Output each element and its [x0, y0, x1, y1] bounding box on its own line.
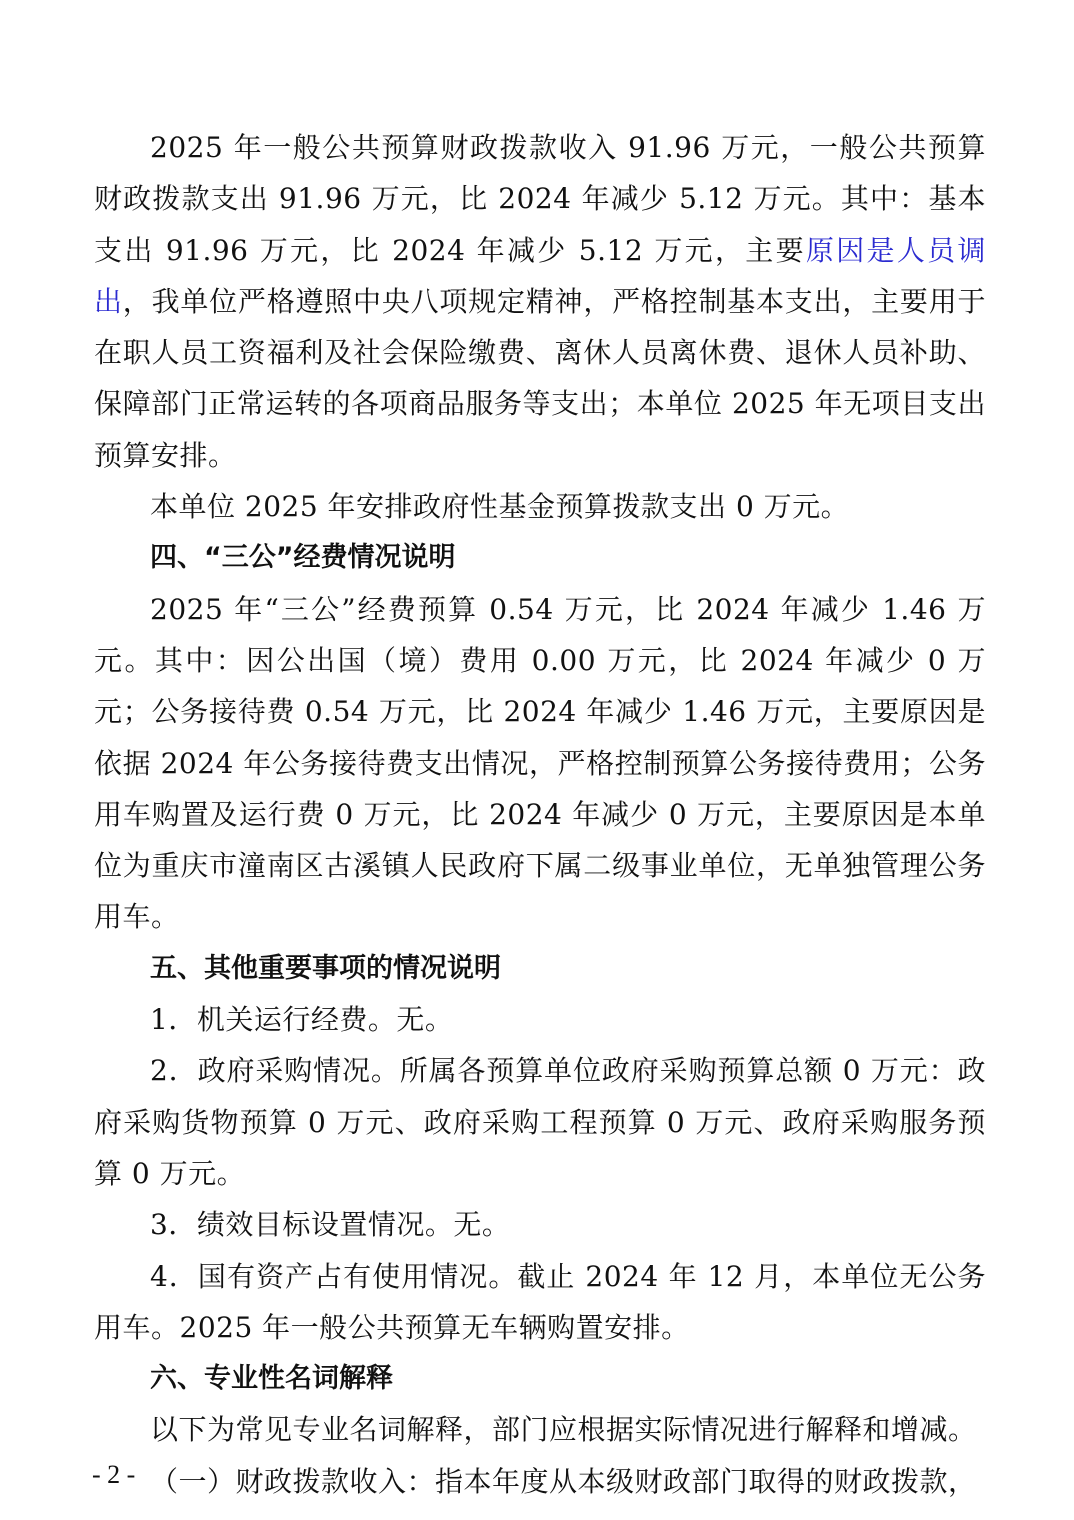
document-body — [94, 122, 986, 1507]
section-heading-other-matters: 五、其他重要事项的情况说明 — [150, 952, 501, 984]
highlighted-text: 原因是人员调出 — [94, 233, 986, 318]
paragraph-three-public-expenses: 2025 年“三公”经费预算 0.54 万元，比 2024 年减少 1.46 万元。其中：因公出国（境）费用 0.00 万元，比 2024 年减少 0 万元；公务接待费 0.54 万元，比 2024 年减少 1.46 万元，主要原因是依据 2024 年公务接待费支出情况，严格控制预算公务接待费用；公务用车购置及运行费 0 万元，比 2024 年减少 0 万元，主要原因是本单位为重庆市潼南区古溪镇人民政府下属二级事业单位，无单独管理公务用车。 — [94, 592, 986, 934]
paragraph-fund-budget: 本单位 2025 年安排政府性基金预算拨款支出 0 万元。 — [150, 490, 850, 524]
section-heading-terms: 六、专业性名词解释 — [150, 1363, 393, 1395]
section-heading-three-public: 四、“三公”经费情况说明 — [150, 542, 456, 574]
paragraph-terms-intro: 以下为常见专业名词解释，部门应根据实际情况进行解释和增减。 — [150, 1413, 977, 1447]
page-number: - 2 - — [92, 1460, 136, 1489]
paragraph-state-assets: 4．国有资产占有使用情况。截止 2024 年 12 月，本单位无公务用车。2025 年一般公共预算无车辆购置安排。 — [94, 1259, 986, 1344]
paragraph-procurement: 2．政府采购情况。所属各预算单位政府采购预算总额 0 万元：政府采购货物预算 0 万元、政府采购工程预算 0 万元、政府采购服务预算 0 万元。 — [94, 1054, 986, 1190]
paragraph-operating-expenses: 1．机关运行经费。无。 — [150, 1003, 454, 1037]
paragraph-text: ，我单位严格遵照中央八项规定精神，严格控制基本支出，主要用于在职人员工资福利及社会保险缴费、离休人员离休费、退休人员补助、保障部门正常运转的各项商品服务等支出；本单位 2025 年无项目支出预算安排。 — [94, 284, 986, 472]
paragraph-performance-goals: 3．绩效目标设置情况。无。 — [150, 1208, 511, 1242]
paragraph-budget-income — [94, 122, 986, 481]
paragraph-text: 2025 年一般公共预算财政拨款收入 91.96 万元，一般公共预算财政拨款支出 91.96 万元，比 2024 年减少 5.12 万元。其中：基本支出 91.96 万元，比 2024 年减少 5.12 万元，主要 — [94, 131, 986, 267]
paragraph-term-1: （一）财政拨款收入：指本年度从本级财政部门取得的财政拨款， — [150, 1464, 977, 1498]
